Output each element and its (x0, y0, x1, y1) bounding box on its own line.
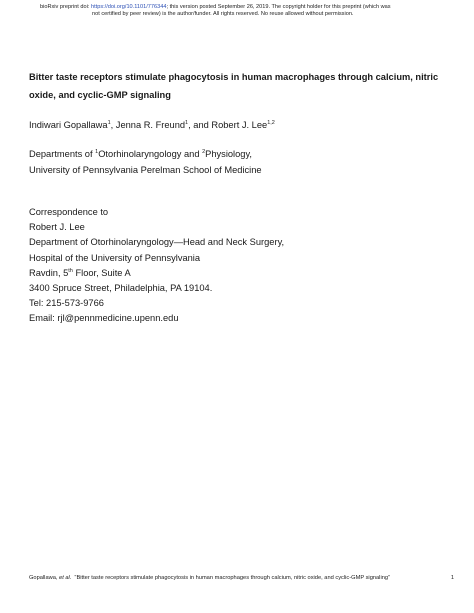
notice-line-2: not certified by peer review) is the author/funder. All rights reserved. No reuse allowed without permission. (92, 11, 354, 17)
affiliation-departments: Departments of $^1$Otorhinolaryngology and $^2$Physiology, (29, 149, 253, 159)
author-list (29, 118, 275, 132)
preprint-notice (40, 4, 440, 18)
author-affiliation-sup: 1 (107, 120, 111, 126)
correspondence-heading: Correspondence to (29, 207, 109, 217)
author-name: , and Robert J. Lee (188, 120, 268, 130)
page-number: 1 (450, 575, 454, 581)
notice-line-1: bioRxiv preprint doi: https://doi.org/10.1101/776344; this version posted September 26, 2019. The copyright holder for this preprint (which was (40, 4, 391, 10)
correspondence-phone: Tel: 215-573-9766 (29, 298, 104, 309)
footer-running-title: Gopallawa, et al. “Bitter taste receptors stimulate phagocytosis in human macrophages through calcium, nitric oxide, and cyclic-GMP signaling” (29, 575, 390, 581)
correspondence-department: Department of Otorhinolaryngology—Head and Neck Surgery, (29, 237, 285, 248)
correspondence-hospital: Hospital of the University of Pennsylvania (29, 252, 201, 263)
correspondence-email: Email: rjl@pennmedicine.upenn.edu (29, 313, 179, 324)
correspondence-floor: Ravdin, 5th Floor, Suite A (29, 267, 131, 278)
correspondence-name: Robert J. Lee (29, 222, 85, 233)
title-line-2: oxide, and cyclic-GMP signaling (29, 90, 171, 100)
title-line-1: Bitter taste receptors stimulate phagocytosis in human macrophages through calcium, nitric (29, 72, 439, 82)
doi-link[interactable]: https://doi.org/10.1101/776344 (91, 4, 167, 10)
author-name: , Jenna R. Freund (110, 120, 186, 130)
author-name: Indiwari Gopallawa (29, 120, 108, 130)
page-footer (29, 574, 454, 582)
correspondence-block (29, 205, 284, 327)
paper-title (29, 68, 459, 104)
author-affiliation-sup: 1,2 (267, 120, 275, 126)
affiliations (29, 147, 262, 178)
affiliation-institution: University of Pennsylvania Perelman School of Medicine (29, 164, 262, 175)
correspondence-street: 3400 Spruce Street, Philadelphia, PA 19104. (29, 283, 213, 294)
author-affiliation-sup: 1 (185, 120, 189, 126)
